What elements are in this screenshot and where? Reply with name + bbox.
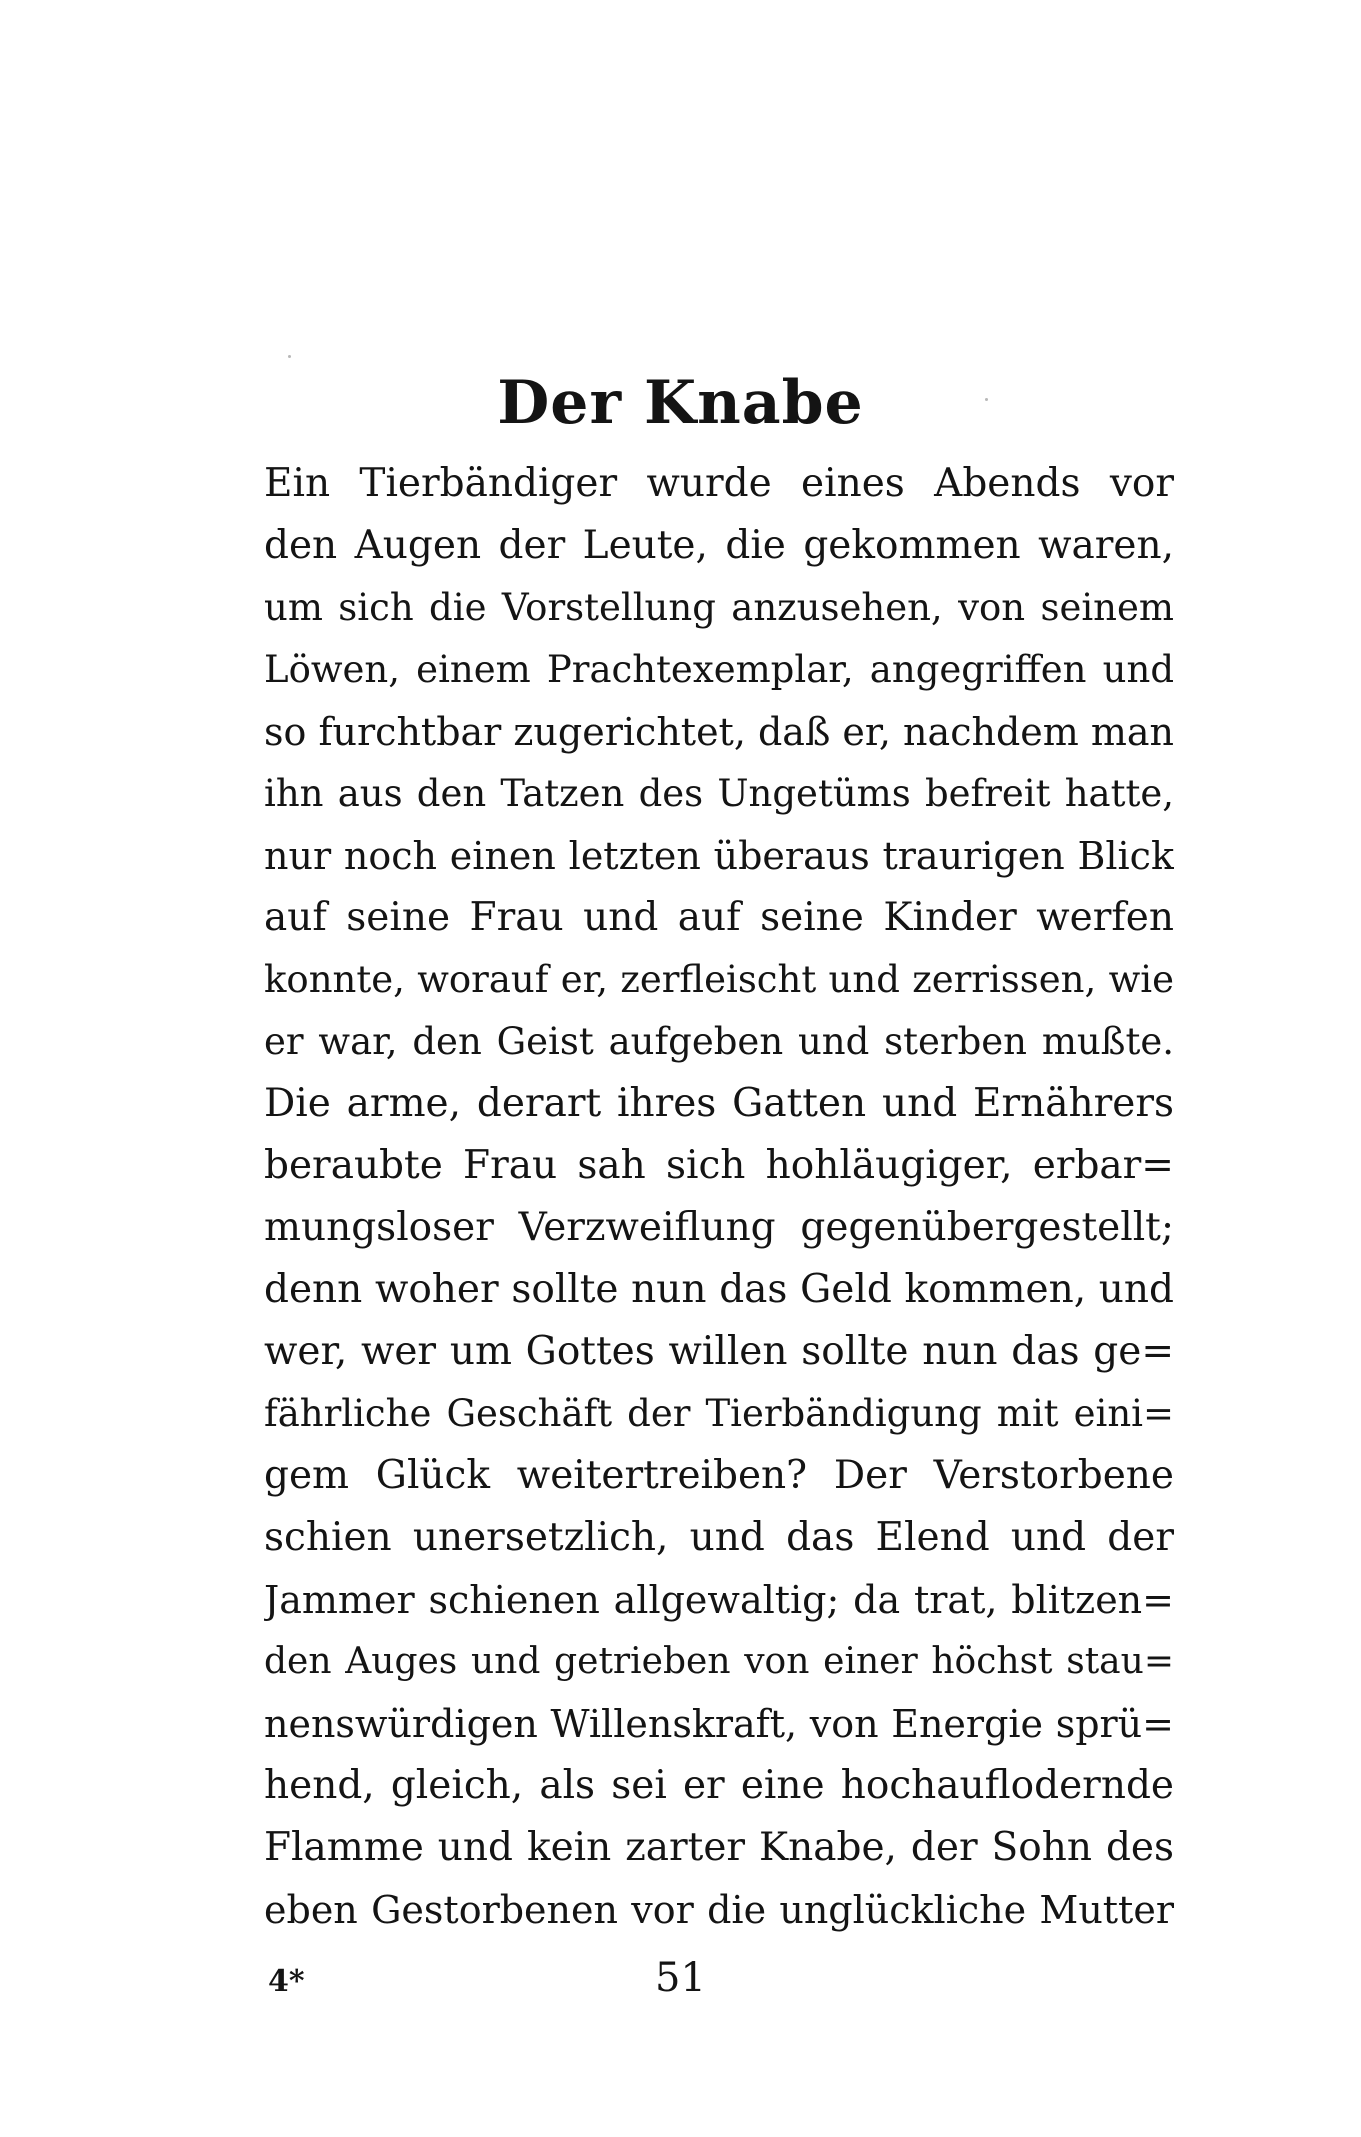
text-line: fährliche Geschäft der Tierbändigung mit eini=: [264, 1392, 1174, 1435]
text-line: schien unersetzlich, und das Elend und der: [264, 1515, 1174, 1560]
text-line: denn woher sollte nun das Geld kommen, und: [264, 1267, 1174, 1312]
text-line: nenswürdigen Willenskraft, von Energie sprü=: [264, 1702, 1174, 1746]
text-line: nur noch einen letzten überaus traurigen Blick: [264, 834, 1174, 878]
chapter-title: Der Knabe: [497, 368, 864, 439]
text-line: er war, den Geist aufgeben und sterben mußte.: [264, 1020, 1174, 1063]
text-line: gem Glück weitertreiben? Der Verstorbene: [264, 1453, 1174, 1498]
text-line: Löwen, einem Prachtexemplar, angegriffen und: [264, 648, 1174, 691]
text-line: Die arme, derart ihres Gatten und Ernährers: [264, 1081, 1174, 1126]
text-line: konnte, worauf er, zerfleischt und zerrissen, wie: [264, 958, 1174, 1001]
text-line: um sich die Vorstellung anzusehen, von seinem: [264, 586, 1174, 629]
page-number: 51: [655, 1955, 706, 2001]
text-line: beraubte Frau sah sich hohläugiger, erbar=: [264, 1143, 1174, 1188]
text-line: den Augen der Leute, die gekommen waren,: [264, 523, 1174, 568]
text-line: Jammer schienen allgewaltig; da trat, blitzen=: [264, 1578, 1174, 1622]
text-line: hend, gleich, als sei er eine hochauflodernde: [264, 1763, 1174, 1808]
text-line: auf seine Frau und auf seine Kinder werfen: [264, 895, 1174, 940]
signature-mark: 4*: [268, 1964, 305, 1999]
text-line: so furchtbar zugerichtet, daß er, nachdem man: [264, 710, 1174, 754]
text-line: Flamme und kein zarter Knabe, der Sohn des: [264, 1825, 1174, 1870]
text-line: den Auges und getrieben von einer höchst stau=: [264, 1641, 1174, 1682]
text-line: Ein Tierbändiger wurde eines Abends vor: [264, 461, 1174, 506]
body-text: [264, 453, 1174, 1941]
text-line: wer, wer um Gottes willen sollte nun das ge=: [264, 1329, 1174, 1374]
text-line: ihn aus den Tatzen des Ungetüms befreit hatte,: [264, 772, 1174, 815]
text-line: mungsloser Verzweiflung gegenübergestellt;: [264, 1205, 1174, 1250]
text-line: eben Gestorbenen vor die unglückliche Mutter: [264, 1888, 1174, 1932]
